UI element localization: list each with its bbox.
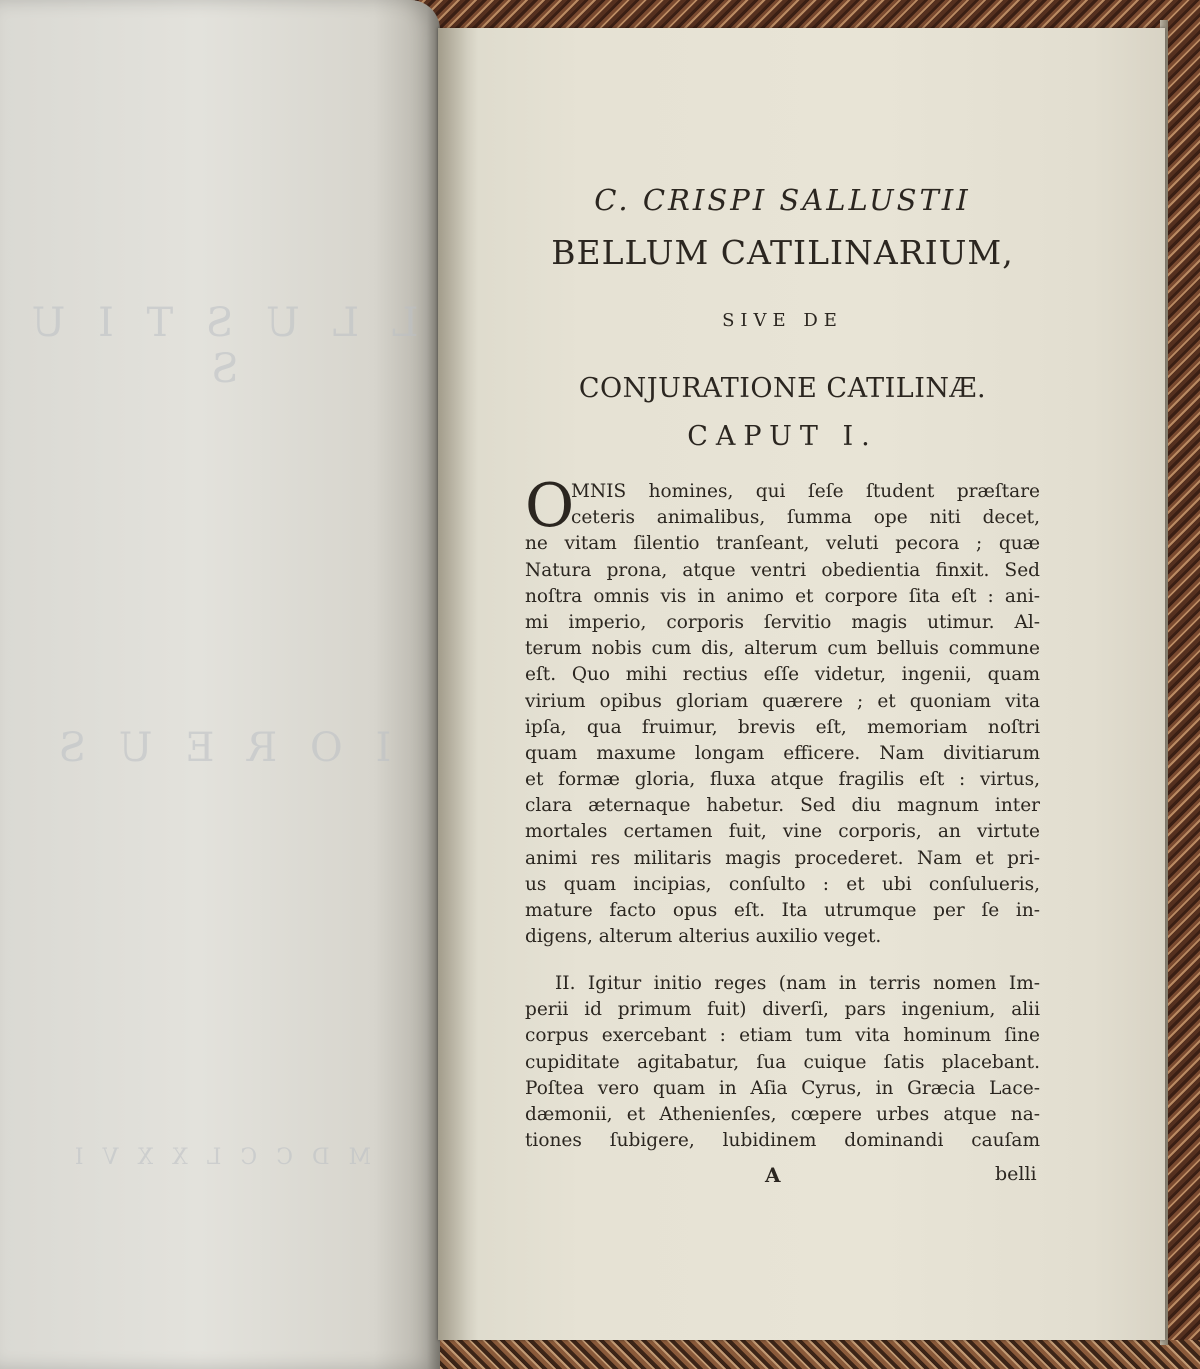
text-line: animi res militaris magis procederet. Nam et pri-	[525, 847, 1040, 869]
show-through-text-1: L L U S T I U S	[21, 300, 419, 392]
signature-mark: A	[765, 1163, 781, 1187]
author-line: C. CRISPI SALLUSTII	[594, 183, 971, 217]
subtitle: CONJURATIONE CATILINÆ.	[578, 373, 987, 404]
text-line: quam maxume longam efficere. Nam divitiarum	[525, 742, 1040, 764]
text-line: corpus exercebant : etiam tum vita hominum ſine	[525, 1025, 1040, 1047]
text-line: cupiditate agitabatur, ſua cuique ſatis placebant.	[525, 1051, 1040, 1073]
main-title: BELLUM CATILINARIUM,	[551, 233, 1014, 272]
chapter-2-paragraph	[525, 971, 1040, 1154]
text-line: noſtra omnis vis in animo et corpore ſita eſt : ani-	[525, 585, 1040, 607]
title-page-right	[438, 28, 1165, 1340]
text-line: II. Igitur initio reges (nam in terris nomen Im-	[555, 973, 1040, 994]
text-line: mortales certamen fuit, vine corporis, an virtute	[525, 821, 1040, 843]
text-line: Poſtea vero quam in Aſia Cyrus, in Græcia Lace-	[525, 1077, 1040, 1099]
text-line: mature facto opus eſt. Ita utrumque per ſe in-	[525, 900, 1040, 921]
text-line: us quam incipias, conſulto : et ubi conſulueris,	[525, 873, 1040, 895]
text-line: perii id primum fuit) diverſi, pars ingenium, alii	[525, 999, 1040, 1021]
text-line: ceteris animalibus, ſumma ope niti decet,	[571, 507, 1040, 529]
text-line: virium opibus gloriam quærere ; et quoniam vita	[525, 690, 1040, 712]
text-line: terum nobis cum dis, alterum cum belluis commune	[525, 638, 1040, 660]
show-through-text-3: M D C C L X X V I	[68, 1145, 372, 1170]
show-through-text-2: I O R E U S	[48, 725, 392, 771]
binding-bottom-edge	[415, 1340, 1200, 1369]
text-line: ne vitam ſilentio tranſeant, veluti pecora ; quæ	[525, 533, 1040, 555]
sive-de-line: SIVE DE	[722, 310, 843, 331]
text-line: et formæ gloria, fluxa atque fragilis eſt : virtus,	[525, 769, 1040, 791]
text-line: dæmonii, et Athenienſes, cœpere urbes atque na-	[525, 1103, 1040, 1125]
text-line: MNIS homines, qui ſeſe ſtudent præſtare	[571, 481, 1040, 502]
text-line: ipſa, qua fruimur, brevis eſt, memoriam noſtri	[525, 716, 1040, 738]
text-line: Natura prona, atque ventri obedientia finxit. Sed	[525, 559, 1040, 581]
drop-cap: O	[525, 471, 575, 541]
text-line: eſt. Quo mihi rectius eſſe videtur, ingenii, quam	[525, 664, 1040, 686]
chapter-1-paragraph	[525, 471, 1040, 950]
facing-page-left	[0, 0, 440, 1369]
text-line: tiones ſubigere, lubidinem dominandi cauſam	[525, 1130, 1040, 1152]
gutter-shadow	[438, 28, 478, 1340]
catchword: belli	[995, 1163, 1037, 1185]
text-line: digens, alterum alterius auxilio veget.	[525, 926, 882, 948]
text-line: mi imperio, corporis ſervitio magis utimur. Al-	[525, 611, 1040, 633]
text-line: clara æternaque habetur. Sed diu magnum inter	[525, 795, 1040, 817]
chapter-heading: CAPUT I.	[687, 421, 878, 452]
